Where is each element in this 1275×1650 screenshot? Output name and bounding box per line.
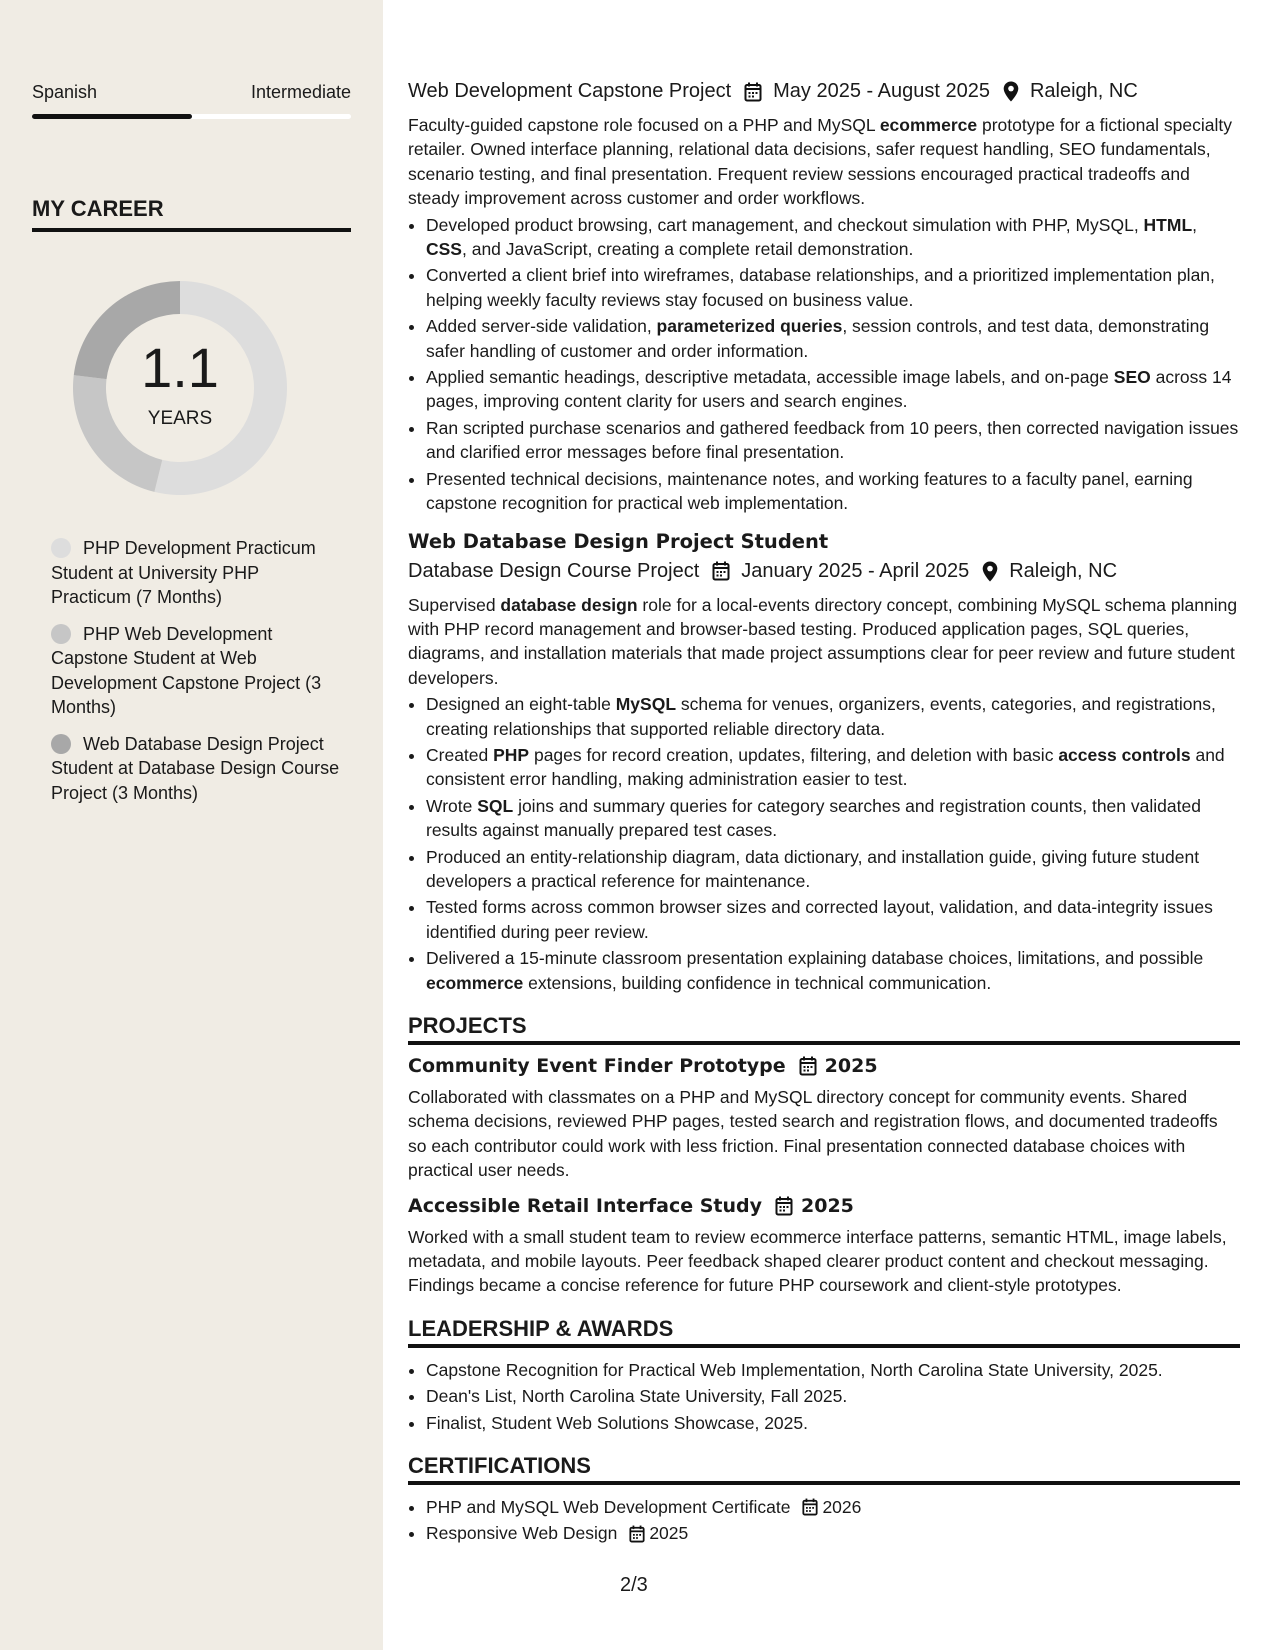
career-item bbox=[51, 622, 341, 720]
text-segment: across 14 pages, improving content clarity for users and search engines. bbox=[426, 367, 1232, 412]
text-segment: Created bbox=[426, 744, 494, 765]
career-item-text: PHP Development Practicum Student at University PHP Practicum (7 Months) bbox=[51, 538, 316, 607]
career-item bbox=[51, 536, 341, 610]
bold-keyword: access controls bbox=[1058, 744, 1191, 765]
job2-bullet bbox=[426, 692, 1240, 741]
career-list bbox=[51, 536, 341, 817]
job2-bullet bbox=[426, 743, 1240, 792]
job1-dates: May 2025 - August 2025 bbox=[773, 80, 990, 102]
text-segment: Delivered a 15-minute classroom presentation explaining database choices, limitations, and possible bbox=[426, 948, 1204, 969]
job2-organization: Database Design Course Project bbox=[408, 559, 700, 582]
calendar-icon bbox=[744, 82, 762, 102]
text-segment: Presented technical decisions, maintenance notes, and working features to a faculty panel, earning capstone recognition for practical web implementation. bbox=[426, 468, 1193, 514]
text-segment: Tested forms across common browser sizes and corrected layout, validation, and data-integrity issues identified during peer review. bbox=[426, 897, 1213, 942]
text-segment: pages for record creation, updates, filtering, and deletion with basic bbox=[529, 744, 1059, 765]
text-segment: Ran scripted purchase scenarios and gathered feedback from 10 peers, then corrected navigation issues and clarified error messages before final presentation. bbox=[426, 417, 1239, 463]
job1-organization: Web Development Capstone Project bbox=[408, 80, 732, 102]
text-segment: , and JavaScript, creating a complete retail demonstration. bbox=[461, 239, 914, 260]
text-segment: and consistent error handling, making administration easier to test. bbox=[426, 744, 1225, 790]
bold-keyword: HTML bbox=[1143, 214, 1193, 235]
certifications-heading: CERTIFICATIONS bbox=[408, 1453, 1240, 1485]
text-segment: extensions, building confidence in technical communication. bbox=[523, 972, 992, 993]
job1-bullet bbox=[426, 365, 1240, 414]
bold-keyword: MySQL bbox=[615, 694, 677, 715]
project-name: Accessible Retail Interface Study bbox=[408, 1194, 762, 1217]
language-proficiency-bar bbox=[32, 114, 351, 119]
job1-bullet bbox=[426, 314, 1240, 363]
award-item: • Capstone Recognition for Practical Web Implementation, North Carolina State University, 2025. bbox=[426, 1358, 1240, 1382]
job2-bullet bbox=[426, 794, 1240, 843]
certification-year: 2026 bbox=[822, 1497, 862, 1518]
language-level: Intermediate bbox=[250, 82, 351, 102]
text-segment: Added server-side validation, bbox=[426, 316, 657, 337]
job2-summary bbox=[408, 593, 1240, 691]
bold-keyword: ecommerce bbox=[426, 972, 524, 993]
project-title bbox=[408, 1055, 1240, 1077]
certification-item bbox=[426, 1521, 1240, 1545]
main-content bbox=[408, 80, 1240, 1548]
job1-bullet bbox=[426, 467, 1240, 516]
calendar-icon bbox=[712, 561, 730, 581]
text-segment: Developed product browsing, cart management, and checkout simulation with PHP, MySQL, bbox=[426, 214, 1144, 235]
job2-title: Web Database Design Project Student bbox=[408, 529, 829, 553]
language-proficiency-fill bbox=[32, 114, 192, 119]
project-description: Worked with a small student team to review ecommerce interface patterns, semantic HTML, image labels, metadata, and mobile layouts. Peer feedback shaped clearer product content and checkout messaging. Findings became a concise reference for future PHP coursework and client-style prototypes. bbox=[408, 1226, 1227, 1296]
project-title bbox=[408, 1195, 1240, 1217]
bold-keyword: database design bbox=[500, 594, 638, 615]
career-years-unit: YEARS bbox=[147, 408, 213, 429]
language-row bbox=[32, 82, 351, 103]
calendar-icon bbox=[775, 1196, 793, 1216]
page-number: 2/3 bbox=[620, 1574, 648, 1596]
career-item-text: PHP Web Development Capstone Student at Web Development Capstone Project (3 Months) bbox=[51, 623, 322, 717]
calendar-icon bbox=[799, 1056, 817, 1076]
text-segment: prototype for a fictional specialty retailer. Owned interface planning, relational data decisions, safer request handling, SEO fundamentals, scenario testing, and final presentation. Frequent review sessions encouraged practical tradeoffs and steady improvement across customer and order workflows. bbox=[408, 115, 1232, 209]
map-pin-icon bbox=[1003, 81, 1019, 102]
text-segment: Faculty-guided capstone role focused on a PHP and MySQL bbox=[408, 115, 880, 135]
calendar-icon bbox=[629, 1525, 645, 1543]
job2-meta-row bbox=[408, 560, 1240, 583]
career-years-value: 1.1 bbox=[141, 336, 219, 399]
project-name: Community Event Finder Prototype bbox=[408, 1055, 786, 1077]
job1-location: Raleigh, NC bbox=[1029, 80, 1138, 102]
job2-bullet bbox=[426, 946, 1240, 995]
career-item bbox=[51, 732, 341, 806]
job2-dates: January 2025 - April 2025 bbox=[741, 559, 970, 582]
career-heading: MY CAREER bbox=[32, 196, 351, 232]
text-segment: joins and summary queries for category searches and registration counts, then validated results against manually prepared test cases. bbox=[426, 795, 1201, 841]
bold-keyword: PHP bbox=[493, 744, 530, 765]
bold-keyword: SQL bbox=[477, 795, 514, 816]
career-dot-icon bbox=[51, 734, 71, 754]
career-item-text: Web Database Design Project Student at Database Design Course Project (3 Months) bbox=[51, 733, 340, 803]
text-segment: , bbox=[1192, 214, 1198, 235]
job1-bullet bbox=[426, 416, 1240, 465]
certification-year: 2025 bbox=[649, 1523, 689, 1544]
bold-keyword: parameterized queries bbox=[656, 316, 843, 337]
job1-bullet bbox=[426, 263, 1240, 312]
text-segment: Supervised bbox=[408, 594, 501, 615]
certification-item bbox=[426, 1495, 1240, 1519]
text-segment: , session controls, and test data, demonstrating safer handling of customer and order information. bbox=[426, 316, 1210, 361]
bold-keyword: CSS bbox=[426, 239, 462, 260]
text-segment: Converted a client brief into wireframes, database relationships, and a prioritized implementation plan, helping weekly faculty reviews stay focused on business value. bbox=[426, 265, 1215, 310]
project-year: 2025 bbox=[824, 1055, 878, 1077]
text-segment: Designed an eight-table bbox=[426, 694, 616, 715]
career-dot-icon bbox=[51, 538, 71, 558]
award-item: • Dean's List, North Carolina State University, Fall 2025. bbox=[426, 1384, 1240, 1408]
map-pin-icon bbox=[982, 561, 998, 582]
job1-bullets bbox=[408, 213, 1240, 516]
job1-meta-row bbox=[408, 80, 1240, 103]
job2-bullets bbox=[408, 692, 1240, 995]
text-segment: role for a local-events directory concept, combining MySQL schema planning with PHP record management and browser-based testing. Produced application pages, SQL queries, diagrams, and installation materials that made project assumptions clear for peer review and future student developers. bbox=[408, 594, 1238, 688]
certification-name: • PHP and MySQL Web Development Certificate bbox=[426, 1497, 791, 1518]
certifications-list bbox=[408, 1495, 1240, 1546]
job2-bullet bbox=[426, 845, 1240, 894]
job2-bullet bbox=[426, 895, 1240, 944]
text-segment: schema for venues, organizers, events, categories, and registrations, creating relationships that supported reliable directory data. bbox=[426, 694, 1216, 739]
job1-bullet bbox=[426, 213, 1240, 262]
leadership-heading: LEADERSHIP & AWARDS bbox=[408, 1316, 1240, 1348]
career-dot-icon bbox=[51, 624, 71, 644]
sidebar bbox=[0, 0, 383, 1650]
calendar-icon bbox=[802, 1498, 818, 1516]
leadership-list bbox=[408, 1358, 1240, 1435]
language-name: Spanish bbox=[32, 82, 98, 102]
text-segment: Applied semantic headings, descriptive metadata, accessible image labels, and on-page bbox=[426, 367, 1114, 388]
job1-summary bbox=[408, 113, 1240, 211]
text-segment: Produced an entity-relationship diagram, data dictionary, and installation guide, giving future student developers a practical reference for maintenance. bbox=[426, 846, 1200, 891]
project-year: 2025 bbox=[801, 1194, 854, 1217]
text-segment: Wrote bbox=[426, 795, 478, 816]
certification-name: • Responsive Web Design bbox=[426, 1523, 618, 1544]
bold-keyword: SEO bbox=[1113, 367, 1151, 388]
projects-heading: PROJECTS bbox=[408, 1013, 1240, 1045]
bold-keyword: ecommerce bbox=[879, 115, 978, 135]
project-description: Collaborated with classmates on a PHP and MySQL directory concept for community events. Shared schema decisions, reviewed PHP pages, tested search and registration flows, and documented tradeoffs so each contributor could work with less friction. Final presentation connected database choices with practical user needs. bbox=[408, 1087, 1218, 1181]
job2-location: Raleigh, NC bbox=[1009, 559, 1118, 582]
award-item: • Finalist, Student Web Solutions Showcase, 2025. bbox=[426, 1411, 1240, 1435]
